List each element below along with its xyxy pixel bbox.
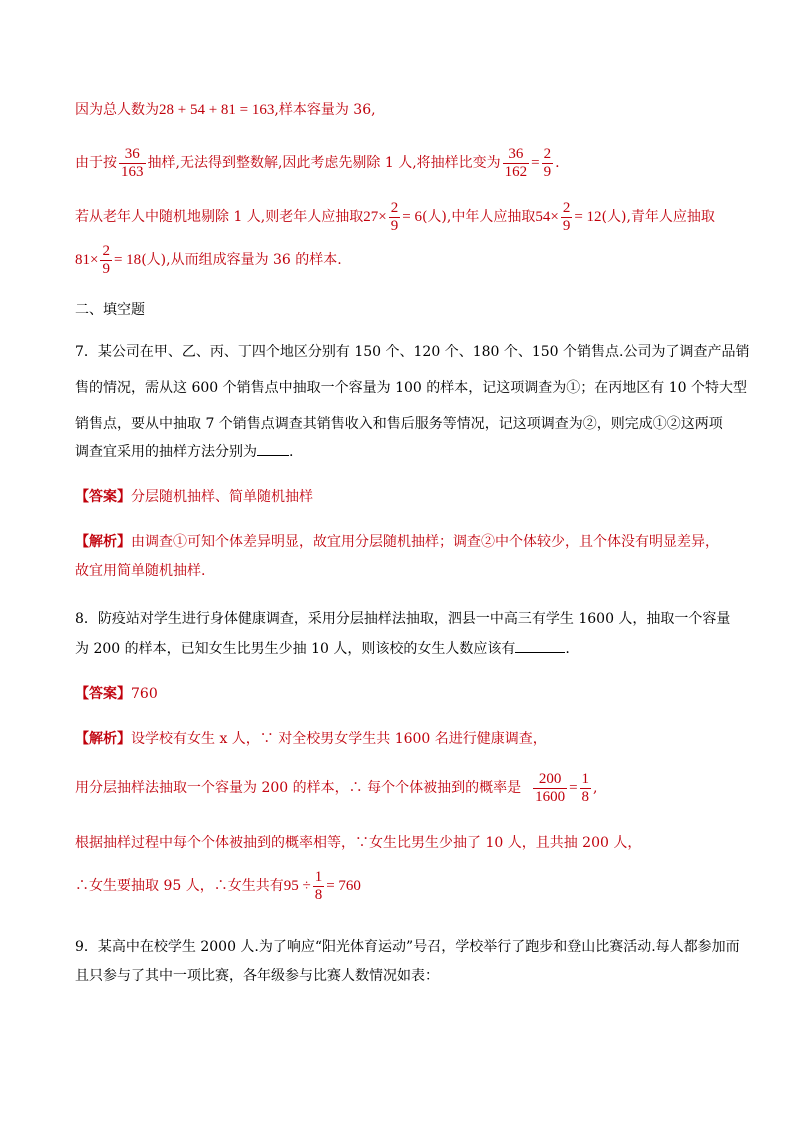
q8-analysis-4	[75, 866, 361, 906]
numerator: 2	[562, 199, 571, 216]
equation: 54×	[535, 209, 559, 225]
analysis-label: 【解析】	[75, 534, 131, 550]
denominator: 8	[581, 788, 590, 805]
answer-label: 【答案】	[75, 489, 131, 505]
answer-text: 760	[131, 686, 158, 702]
fraction	[503, 146, 530, 181]
equation: 28 + 54 + 81 = 163	[159, 102, 275, 118]
equals: =	[531, 155, 540, 171]
text: 若从老年人中随机地剔除 1 人,则老年人应抽取	[75, 209, 364, 225]
numerator: 2	[543, 145, 552, 162]
unit: (人)	[421, 209, 447, 225]
q9-line-2: 且只参与了其中一项比赛，各年级参与比赛人数情况如表：	[75, 968, 439, 984]
text: 用分层抽样法抽取一个容量为 200 的样本，∴ 每个个体被抽到的概率是	[75, 780, 522, 796]
fraction	[542, 146, 554, 181]
solution-line-3	[75, 197, 715, 237]
q7-answer	[75, 487, 313, 507]
numerator: 200	[538, 770, 562, 787]
numerator: 2	[390, 199, 399, 216]
text: ,中年人应抽取	[446, 209, 536, 225]
text: .	[565, 641, 570, 657]
q8-analysis-2	[75, 768, 598, 808]
text: 抽样,无法得到整数解,因此考虑先剔除 1 人,将抽样比变为	[147, 155, 501, 171]
q7-line-2: 售的情况，需从这 600 个销售点中抽取一个容量为 100 的样本，记这项调查为①；在丙地区有 10 个特大型	[75, 380, 747, 396]
numerator: 36	[508, 145, 524, 162]
fraction	[533, 771, 567, 806]
text: ∴女生要抽取 95 人，∴女生共有	[75, 878, 284, 894]
fraction	[119, 146, 146, 181]
analysis-text: 由调查①可知个体差异明显，故宜用分层随机抽样；调查②中个体较少，且个体没有明显差异，	[131, 534, 719, 550]
q7-line-4	[75, 441, 293, 462]
numerator: 1	[581, 770, 590, 787]
q7-analysis-2: 故宜用简单随机抽样.	[75, 563, 206, 579]
answer-blank	[515, 638, 565, 653]
text: ,青年人应抽取	[626, 209, 715, 225]
numerator: 1	[314, 868, 323, 885]
numerator: 2	[102, 242, 110, 259]
answer-text: 分层随机抽样、简单随机抽样	[131, 489, 313, 505]
q8-analysis-3: 根据抽样过程中每个个体被抽到的概率相等，∵女生比男生少抽了 10 人，且共抽 200 人，	[75, 835, 642, 851]
numerator: 36	[124, 145, 140, 162]
analysis-label: 【解析】	[75, 731, 131, 747]
solution-line-4	[75, 240, 342, 280]
solution-line-1	[75, 100, 376, 120]
analysis-text: 设学校有女生 x 人，∵ 对全校男女学生共 1600 名进行健康调查，	[131, 731, 547, 747]
text: .	[555, 155, 560, 171]
denominator: 9	[390, 217, 399, 234]
equation: = 760	[326, 878, 361, 894]
fraction	[389, 200, 401, 235]
fraction	[100, 243, 112, 278]
denominator: 162	[504, 163, 528, 180]
text: 调查宜采用的抽样方法分别为	[75, 444, 257, 460]
fraction	[580, 771, 592, 806]
solution-line-2	[75, 143, 560, 183]
unit: (人)	[141, 252, 167, 268]
q7-line-3: 销售点，要从中抽取 7 个销售点调查其销售收入和售后服务等情况，记这项调查为②，则完成①②这两项	[75, 416, 723, 432]
denominator: 8	[314, 886, 323, 903]
equation: = 18	[113, 252, 142, 268]
text: .	[289, 444, 294, 460]
q9-line-1: 9．某高中在校学生 2000 人.为了响应“阳光体育运动”号召，学校举行了跑步和登山比赛活动.每人都参加而	[75, 939, 740, 955]
equation: 95 ÷	[283, 878, 311, 894]
q8-line-1: 8．防疫站对学生进行身体健康调查，采用分层抽样法抽取，泗县一中高三有学生 1600 人，抽取一个容量	[75, 611, 731, 627]
q7-analysis-1	[75, 532, 719, 552]
denominator: 9	[562, 217, 571, 234]
q8-analysis-1	[75, 729, 547, 749]
q8-line-2	[75, 638, 570, 659]
fraction	[313, 869, 325, 904]
equals: =	[569, 780, 578, 796]
text: ,从而组成容量为 36 的样本.	[166, 252, 342, 268]
text: 为 200 的样本，已知女生比男生少抽 10 人，则该校的女生人数应该有	[75, 641, 516, 657]
section-title: 二、填空题	[75, 302, 145, 318]
denominator: 9	[543, 163, 552, 180]
text: ,	[593, 780, 598, 796]
unit: (人)	[601, 209, 627, 225]
q8-answer	[75, 684, 158, 704]
denominator: 163	[121, 163, 144, 180]
q7-line-1: 7．某公司在甲、乙、丙、丁四个地区分别有 150 个、120 个、180 个、150 个销售点.公司为了调查产品销	[75, 344, 750, 360]
equation: = 6	[402, 209, 422, 225]
text: 因为总人数为	[75, 102, 159, 118]
answer-blank	[257, 441, 289, 456]
fraction	[561, 200, 573, 235]
equation: = 12	[574, 209, 602, 225]
denominator: 9	[102, 260, 110, 277]
text: 由于按	[75, 155, 117, 171]
denominator: 1600	[535, 788, 566, 805]
equation: 81×	[75, 252, 99, 268]
equation: 27×	[363, 209, 387, 225]
answer-label: 【答案】	[75, 686, 131, 702]
text: ,样本容量为 36,	[274, 102, 376, 118]
